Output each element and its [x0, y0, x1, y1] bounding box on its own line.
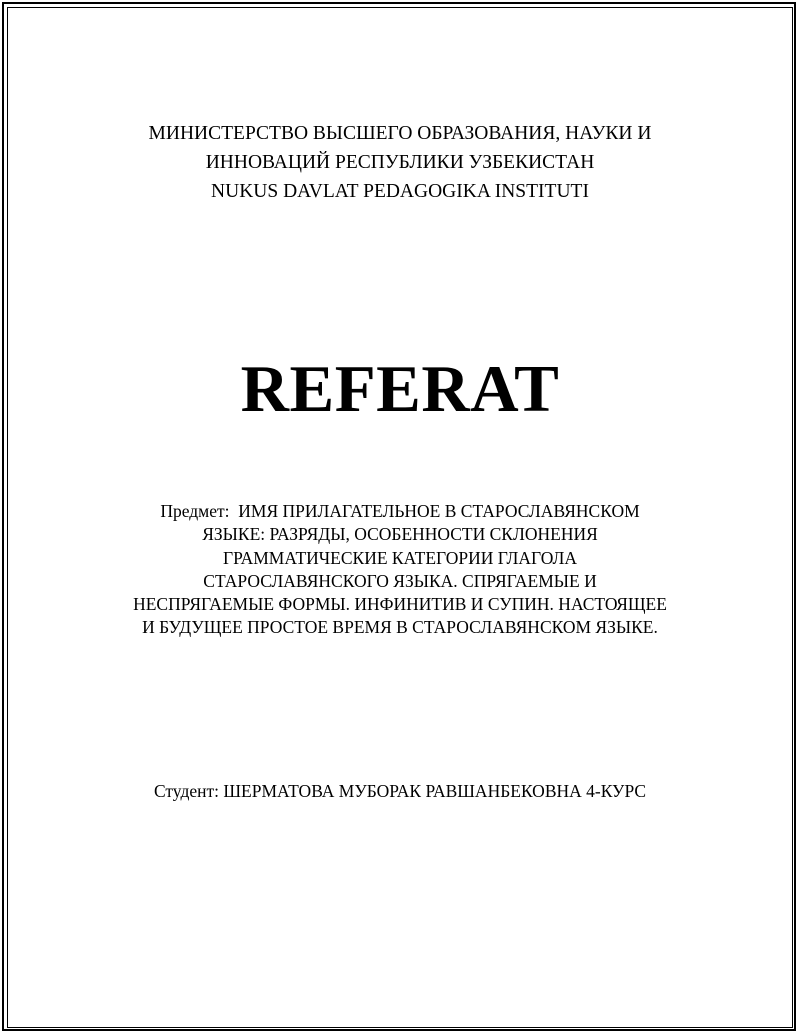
institute-name: NUKUS DAVLAT PEDAGOGIKA INSTITUTI	[211, 181, 589, 202]
subject-block	[0, 500, 800, 640]
subject-line-2: ЯЗЫКЕ: РАЗРЯДЫ, ОСОБЕННОСТИ СКЛОНЕНИЯ	[202, 524, 598, 545]
subject-line-1: Предмет: ИМЯ ПРИЛАГАТЕЛЬНОЕ В СТАРОСЛАВЯНСКОМ	[160, 501, 640, 521]
ministry-line-1: МИНИСТЕРСТВО ВЫСШЕГО ОБРАЗОВАНИЯ, НАУКИ И	[148, 123, 652, 144]
document-title: REFERAT	[240, 352, 560, 426]
subject-line-5: НЕСПРЯГАЕМЫЕ ФОРМЫ. ИНФИНИТИВ И СУПИН. НАСТОЯЩЕЕ	[133, 594, 667, 615]
ministry-line-2: ИННОВАЦИЙ РЕСПУБЛИКИ УЗБЕКИСТАН	[205, 152, 595, 173]
subject-line-4: СТАРОСЛАВЯНСКОГО ЯЗЫКА. СПРЯГАЕМЫЕ И	[203, 570, 597, 591]
student-info: Студент: ШЕРМАТОВА МУБОРАК РАВШАНБЕКОВНА 4-КУРС	[153, 781, 647, 801]
subject-line-3: ГРАММАТИЧЕСКИЕ КАТЕГОРИИ ГЛАГОЛА	[222, 547, 578, 568]
institution-header	[0, 119, 800, 206]
subject-line-6: И БУДУЩЕЕ ПРОСТОЕ ВРЕМЯ В СТАРОСЛАВЯНСКОМ ЯЗЫКЕ.	[142, 617, 658, 638]
